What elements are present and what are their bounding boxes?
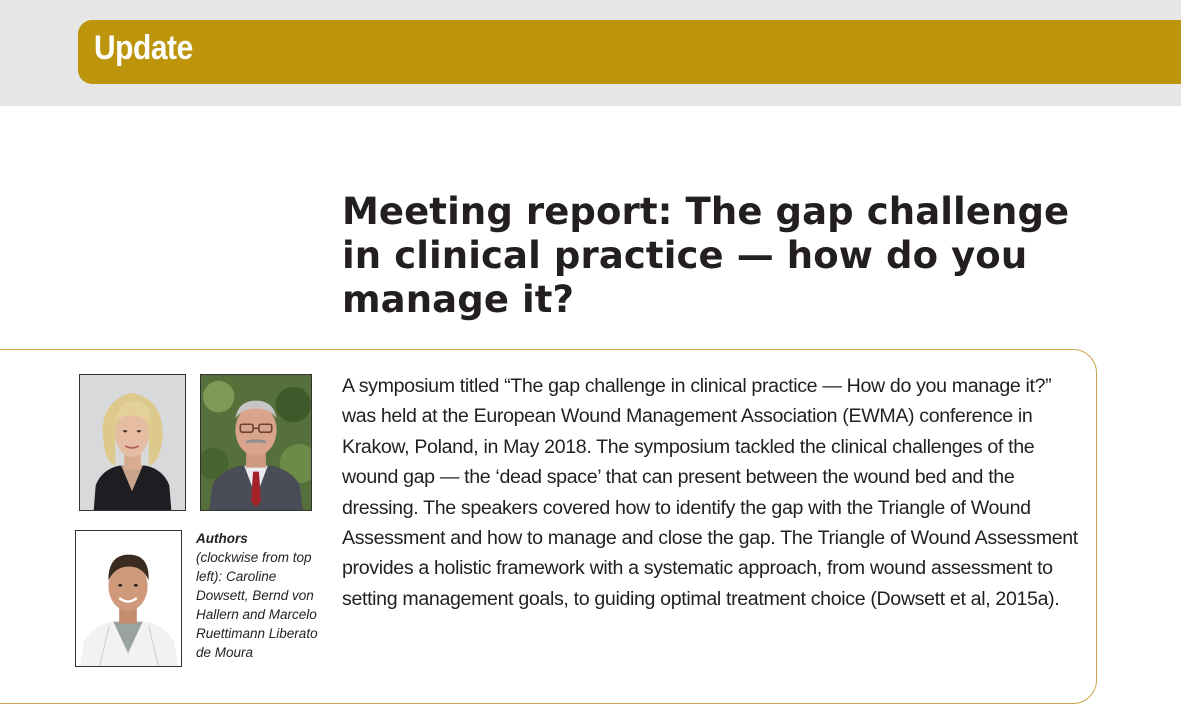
section-banner — [78, 20, 1181, 84]
author-photo-von-hallern-icon — [200, 374, 312, 511]
author-caption-text: (clockwise from top left): Caroline Dowsett, Bernd von Hallern and Marcelo Ruettimann Liberato de Moura — [196, 550, 318, 660]
author-caption — [196, 529, 324, 662]
abstract-text: A symposium titled “The gap challenge in clinical practice — How do you manage it?” was held at the European Wound Management Association (EWMA) conference in Krakow, Poland, in May 2018. The symposium tackled the clinical challenges of the wound gap — the ‘dead space’ that can present between the wound bed and the dressing. The speakers covered how to identify the gap with the Triangle of Wound Assessment and how to manage and close the gap. The Triangle of Wound Assessment provides a holistic framework with a systematic approach, from wound assessment to setting management goals, to guiding optimal treatment choice (Dowsett et al, 2015a). — [342, 375, 1078, 610]
section-label: Update — [94, 29, 193, 67]
author-caption-heading: Authors — [196, 531, 248, 546]
author-photo-de-moura-icon — [75, 530, 182, 667]
author-photo-dowsett-icon — [79, 374, 186, 511]
article-title: Meeting report: The gap challenge in clinical practice — how do you manage it? — [342, 190, 1070, 321]
